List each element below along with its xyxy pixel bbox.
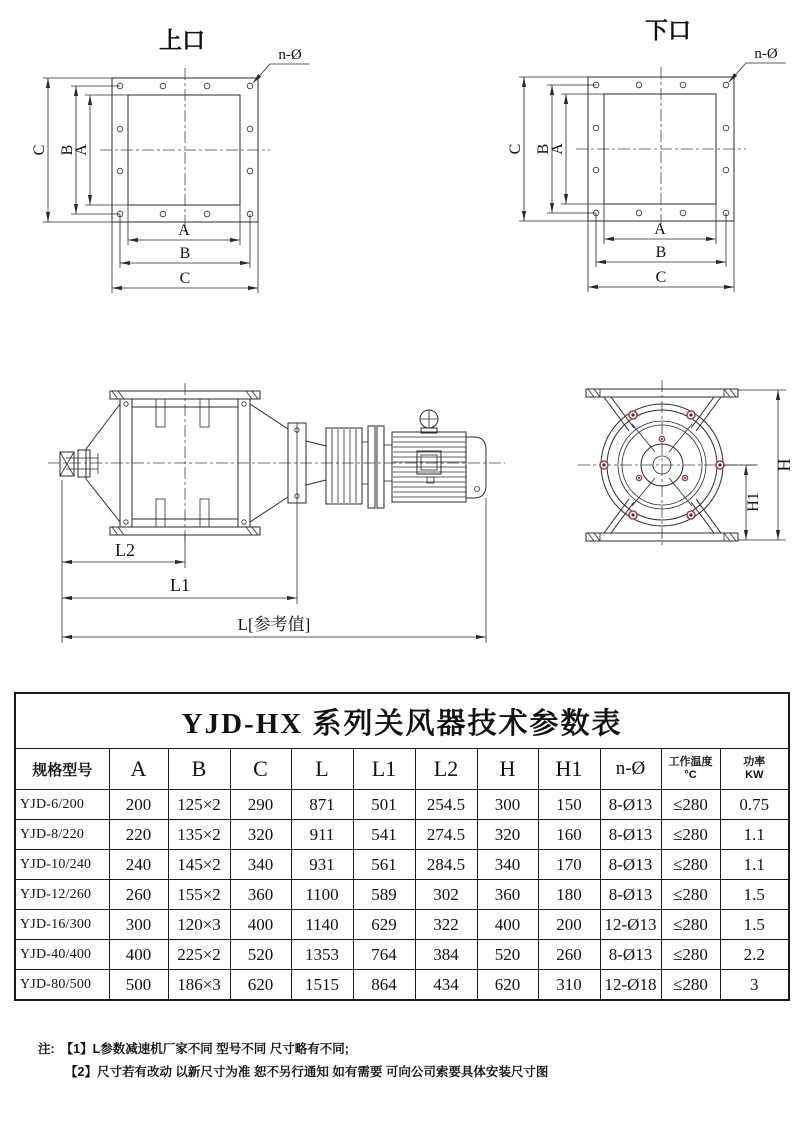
upper-port-diagram	[31, 47, 310, 293]
lower-port-title: 下口	[645, 18, 691, 43]
table-row	[15, 820, 789, 850]
value-cell: 764	[353, 940, 415, 970]
value-cell: 120×3	[168, 910, 230, 940]
value-cell: 8-Ø13	[600, 820, 661, 850]
value-cell: 320	[477, 820, 538, 850]
value-cell: 911	[291, 820, 353, 850]
value-cell: 620	[230, 970, 291, 1001]
value-cell: 150	[538, 790, 600, 820]
value-cell: 220	[109, 820, 168, 850]
value-cell: 0.75	[720, 790, 789, 820]
note-item-2: 【2】尺寸若有改动 以新尺寸为准 恕不另行通知 如有需要 可向公司索要具体安装尺寸图	[65, 1065, 549, 1080]
dim-label-h: H	[774, 458, 794, 472]
spec-table	[14, 692, 790, 1001]
lower-port-diagram	[507, 46, 786, 292]
working-temp-label: 工作温度	[668, 756, 713, 769]
col-header-working-temp	[661, 749, 720, 790]
power-label: 功率	[743, 756, 766, 769]
col-header-l: L	[291, 749, 353, 790]
bolt-holes-label: n-Ø	[278, 47, 302, 63]
working-temp-unit: °C	[684, 769, 697, 781]
value-cell: 290	[230, 790, 291, 820]
value-cell: 520	[477, 940, 538, 970]
model-cell: YJD-12/260	[15, 880, 109, 910]
dim-label-b-bottom: B	[655, 244, 667, 261]
value-cell: 8-Ø13	[600, 880, 661, 910]
value-cell: 155×2	[168, 880, 230, 910]
dim-label-c-left: C	[31, 144, 48, 156]
value-cell: 240	[109, 850, 168, 880]
value-cell: 300	[109, 910, 168, 940]
dim-label-b-left: B	[535, 143, 552, 155]
dim-label-l1: L1	[170, 575, 190, 595]
value-cell: 931	[291, 850, 353, 880]
value-cell: 254.5	[415, 790, 477, 820]
value-cell: 561	[353, 850, 415, 880]
table-row	[15, 970, 789, 1001]
value-cell: 12-Ø18	[600, 970, 661, 1001]
dim-label-c-bottom: C	[179, 270, 191, 287]
value-cell: 520	[230, 940, 291, 970]
value-cell: 340	[230, 850, 291, 880]
value-cell: 160	[538, 820, 600, 850]
value-cell: 125×2	[168, 790, 230, 820]
table-title: YJD-HX 系列关风器技术参数表	[15, 693, 789, 749]
col-header-b: B	[168, 749, 230, 790]
value-cell: 1.5	[720, 910, 789, 940]
note-item-1: 【1】L参数减速机厂家不同 型号不同 尺寸略有不同;	[60, 1042, 349, 1056]
end-view-diagram	[578, 380, 794, 548]
dim-label-a-left: A	[549, 143, 566, 155]
dim-label-a-bottom: A	[654, 221, 666, 238]
value-cell: ≤280	[661, 790, 720, 820]
note-line-2	[65, 1061, 758, 1084]
note-line-1	[38, 1038, 758, 1061]
notes-prefix: 注:	[38, 1042, 55, 1056]
col-header-h1: H1	[538, 749, 600, 790]
value-cell: 180	[538, 880, 600, 910]
table-row	[15, 940, 789, 970]
table-header-row	[15, 749, 789, 790]
value-cell: 541	[353, 820, 415, 850]
value-cell: 434	[415, 970, 477, 1001]
value-cell: 322	[415, 910, 477, 940]
table-row	[15, 790, 789, 820]
value-cell: ≤280	[661, 850, 720, 880]
model-cell: YJD-16/300	[15, 910, 109, 940]
value-cell: 1.1	[720, 850, 789, 880]
value-cell: 186×3	[168, 970, 230, 1001]
value-cell: 1353	[291, 940, 353, 970]
value-cell: 400	[230, 910, 291, 940]
value-cell: 284.5	[415, 850, 477, 880]
value-cell: 400	[477, 910, 538, 940]
side-view-diagram	[48, 383, 505, 643]
value-cell: 170	[538, 850, 600, 880]
model-cell: YJD-6/200	[15, 790, 109, 820]
value-cell: ≤280	[661, 880, 720, 910]
value-cell: ≤280	[661, 910, 720, 940]
value-cell: 8-Ø13	[600, 790, 661, 820]
value-cell: 310	[538, 970, 600, 1001]
motor-fins	[393, 437, 466, 497]
value-cell: 12-Ø13	[600, 910, 661, 940]
dim-label-a-left: A	[73, 144, 90, 156]
table-row	[15, 880, 789, 910]
col-header-l2: L2	[415, 749, 477, 790]
dim-label-a-bottom: A	[178, 222, 190, 239]
value-cell: 320	[230, 820, 291, 850]
value-cell: 274.5	[415, 820, 477, 850]
notes-section	[38, 1038, 758, 1084]
table-title-row	[15, 693, 789, 749]
dim-label-h1: H1	[745, 492, 762, 512]
value-cell: 501	[353, 790, 415, 820]
value-cell: 260	[109, 880, 168, 910]
value-cell: 864	[353, 970, 415, 1001]
dim-label-c-left: C	[507, 143, 524, 155]
flange-face-drawing	[519, 63, 786, 292]
value-cell: 1.5	[720, 880, 789, 910]
value-cell: 260	[538, 940, 600, 970]
dim-label-b-bottom: B	[179, 245, 191, 262]
value-cell: 400	[109, 940, 168, 970]
value-cell: ≤280	[661, 970, 720, 1001]
value-cell: 1100	[291, 880, 353, 910]
col-header-h: H	[477, 749, 538, 790]
value-cell: 360	[230, 880, 291, 910]
spec-table-body	[15, 790, 789, 1001]
model-cell: YJD-10/240	[15, 850, 109, 880]
model-cell: YJD-80/500	[15, 970, 109, 1001]
value-cell: 1.1	[720, 820, 789, 850]
value-cell: 8-Ø13	[600, 850, 661, 880]
dim-label-b-left: B	[59, 144, 76, 156]
col-header-bolt-holes: n-Ø	[600, 749, 661, 790]
value-cell: 360	[477, 880, 538, 910]
value-cell: 135×2	[168, 820, 230, 850]
col-header-c: C	[230, 749, 291, 790]
value-cell: 3	[720, 970, 789, 1001]
upper-port-title: 上口	[159, 28, 205, 53]
value-cell: 145×2	[168, 850, 230, 880]
col-header-power	[720, 749, 789, 790]
value-cell: 340	[477, 850, 538, 880]
value-cell: ≤280	[661, 940, 720, 970]
value-cell: 225×2	[168, 940, 230, 970]
col-header-model: 规格型号	[15, 749, 109, 790]
value-cell: 384	[415, 940, 477, 970]
value-cell: 300	[477, 790, 538, 820]
dim-label-l2: L2	[115, 540, 135, 560]
power-unit: KW	[745, 769, 764, 781]
value-cell: 2.2	[720, 940, 789, 970]
value-cell: ≤280	[661, 820, 720, 850]
value-cell: 589	[353, 880, 415, 910]
value-cell: 200	[109, 790, 168, 820]
model-cell: YJD-8/220	[15, 820, 109, 850]
value-cell: 620	[477, 970, 538, 1001]
value-cell: 1140	[291, 910, 353, 940]
bolt-holes-label: n-Ø	[754, 46, 778, 62]
value-cell: 1515	[291, 970, 353, 1001]
value-cell: 629	[353, 910, 415, 940]
model-cell: YJD-40/400	[15, 940, 109, 970]
value-cell: 871	[291, 790, 353, 820]
value-cell: 302	[415, 880, 477, 910]
dim-label-c-bottom: C	[655, 269, 667, 286]
value-cell: 200	[538, 910, 600, 940]
col-header-a: A	[109, 749, 168, 790]
flange-face-drawing	[43, 64, 310, 293]
value-cell: 8-Ø13	[600, 940, 661, 970]
table-row	[15, 910, 789, 940]
col-header-l1: L1	[353, 749, 415, 790]
value-cell: 500	[109, 970, 168, 1001]
dim-label-l-reference: L[参考值]	[237, 615, 311, 634]
table-row	[15, 850, 789, 880]
